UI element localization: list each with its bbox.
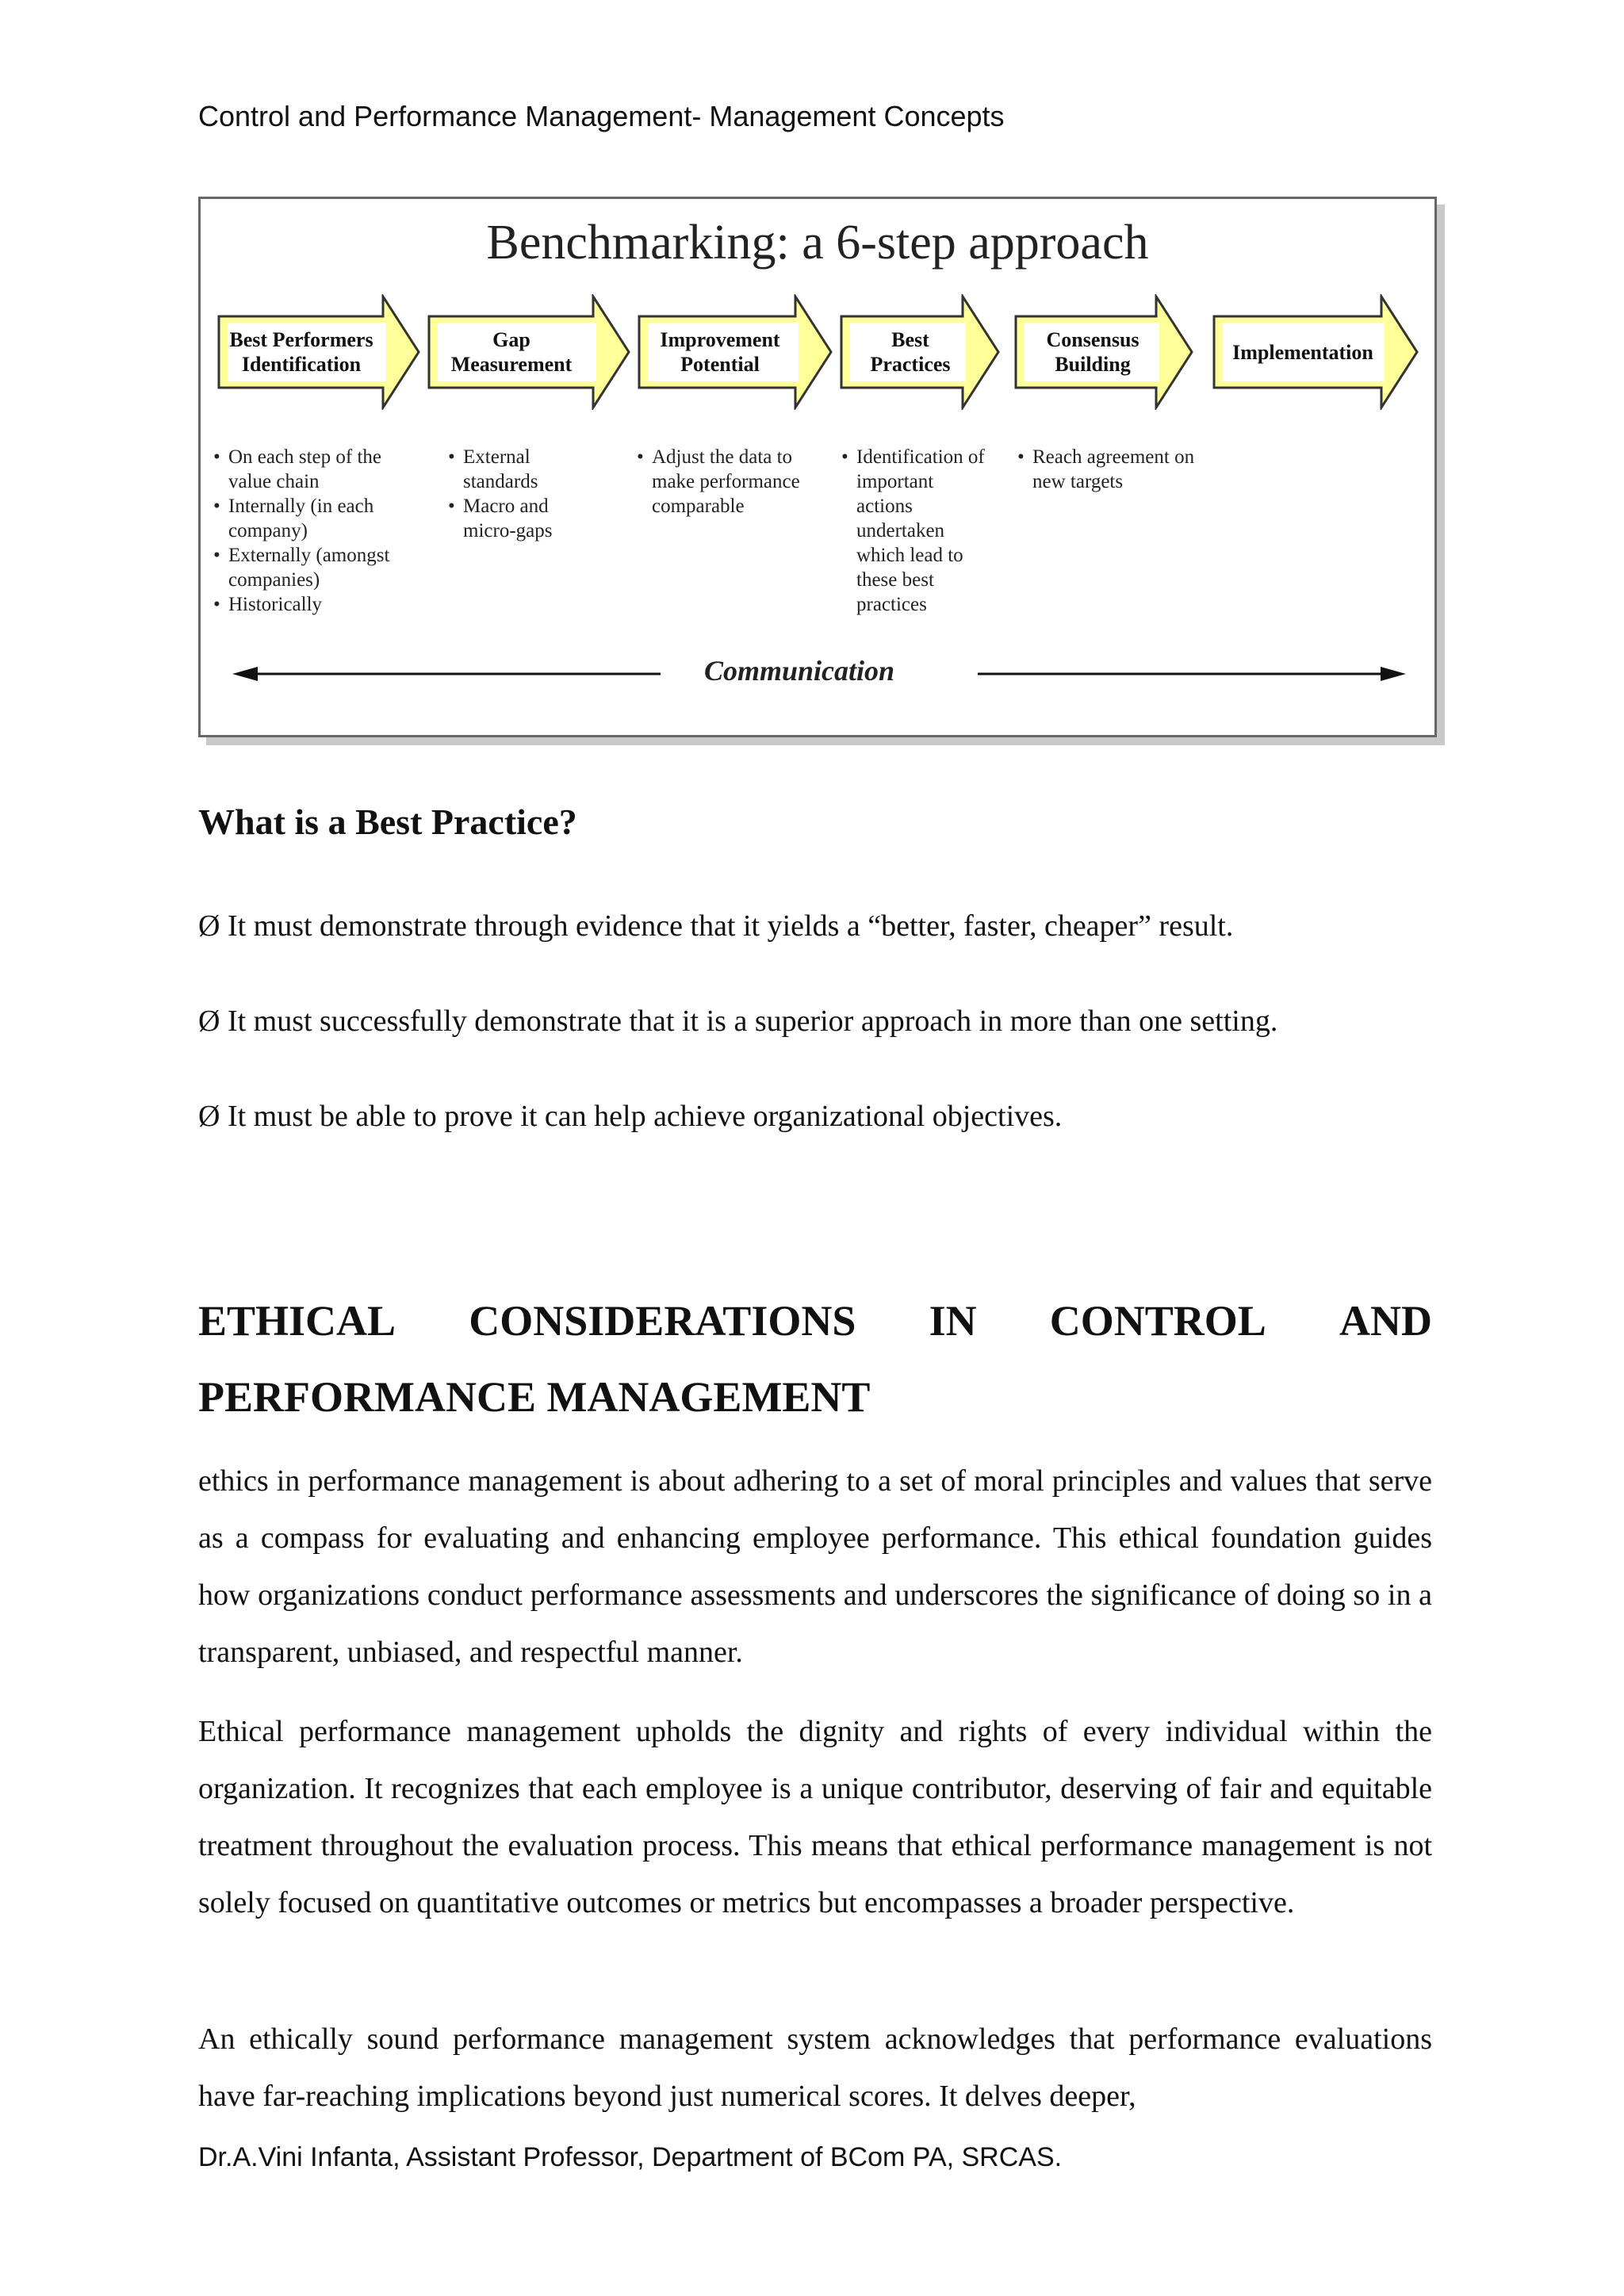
best-practice-point: Ø It must successfully demonstrate that it is a superior approach in more than one setting. xyxy=(198,1004,1278,1038)
bullet-item: • Identification of important actions undertaken which lead to these best practices xyxy=(841,445,988,617)
heading-line-2: PERFORMANCE MANAGEMENT xyxy=(198,1373,871,1421)
step-label: Implementation xyxy=(1232,340,1373,364)
best-practice-point: Ø It must be able to prove it can help achieve organizational objectives. xyxy=(198,1100,1063,1133)
best-practice-point: Ø It must demonstrate through evidence that it yields a “better, faster, cheaper” result. xyxy=(198,909,1234,943)
step-label: Best Practices xyxy=(870,328,951,376)
bullet-item: • On each step of the value chain xyxy=(213,445,412,494)
page-footer: Dr.A.Vini Infanta, Assistant Professor, Department of BCom PA, SRCAS. xyxy=(198,2142,1063,2172)
page-header: Control and Performance Management- Management Concepts xyxy=(198,100,1005,132)
heading-word: ETHICAL xyxy=(198,1297,396,1345)
step-2-bullets xyxy=(448,445,575,543)
ethics-paragraph: An ethically sound performance management system acknowledges that performance evaluations have far-reaching implications beyond just numerical scores. It delves deeper, xyxy=(198,2022,1432,2113)
step-label: Gap Measurement xyxy=(450,328,573,376)
heading-word: CONTROL xyxy=(1049,1297,1266,1345)
step-5-bullets xyxy=(1017,445,1200,494)
ethics-heading xyxy=(198,1283,1432,1435)
bullet-item: • External standards xyxy=(448,445,575,494)
step-best-performers xyxy=(216,294,421,410)
heading-word: AND xyxy=(1339,1297,1432,1345)
step-label: Improvement Potential xyxy=(660,328,780,376)
ethics-paragraph: ethics in performance management is about adhering to a set of moral principles and values that serve as a compass for evaluating and enhancing employee performance. This ethical foundation guides how organizations conduct performance assessments and underscores the significance of doing so in a transparent, unbiased, and respectful manner. xyxy=(198,1464,1432,1669)
diagram-title: Benchmarking: a 6-step approach xyxy=(486,216,1149,270)
step-improvement-potential xyxy=(637,294,833,410)
bullet-item: • Adjust the data to make performance comparable xyxy=(637,445,827,519)
bullet-item: • Macro and micro-gaps xyxy=(448,494,575,543)
step-3-bullets xyxy=(637,445,827,519)
bullet-item: • Externally (amongst companies) xyxy=(213,543,412,592)
heading-word: CONSIDERATIONS xyxy=(469,1297,856,1345)
benchmarking-diagram xyxy=(198,197,1437,737)
bullet-item: • Reach agreement on new targets xyxy=(1017,445,1200,494)
step-consensus-building xyxy=(1013,294,1194,410)
best-practice-heading: What is a Best Practice? xyxy=(198,802,577,842)
step-best-practices xyxy=(839,294,1001,410)
step-label: Consensus Building xyxy=(1046,328,1139,376)
step-label: Best Performers Identification xyxy=(229,328,373,376)
bullet-item: • Historically xyxy=(213,592,412,617)
ethics-paragraph: Ethical performance management upholds the dignity and rights of every individual within the organization. It recognizes that each employee is a unique contributor, deserving of fair and equitable treatment throughout the evaluation process. This means that ethical performance management is not solely focused on quantitative outcomes or metrics but encompasses a broader perspective. xyxy=(198,1715,1432,1919)
step-implementation xyxy=(1212,294,1419,410)
heading-word: IN xyxy=(929,1297,977,1345)
step-1-bullets xyxy=(213,445,412,617)
step-4-bullets xyxy=(841,445,988,617)
communication-label: Communication xyxy=(703,655,895,687)
bullet-item: • Internally (in each company) xyxy=(213,494,412,543)
step-gap-measurement xyxy=(427,294,631,410)
